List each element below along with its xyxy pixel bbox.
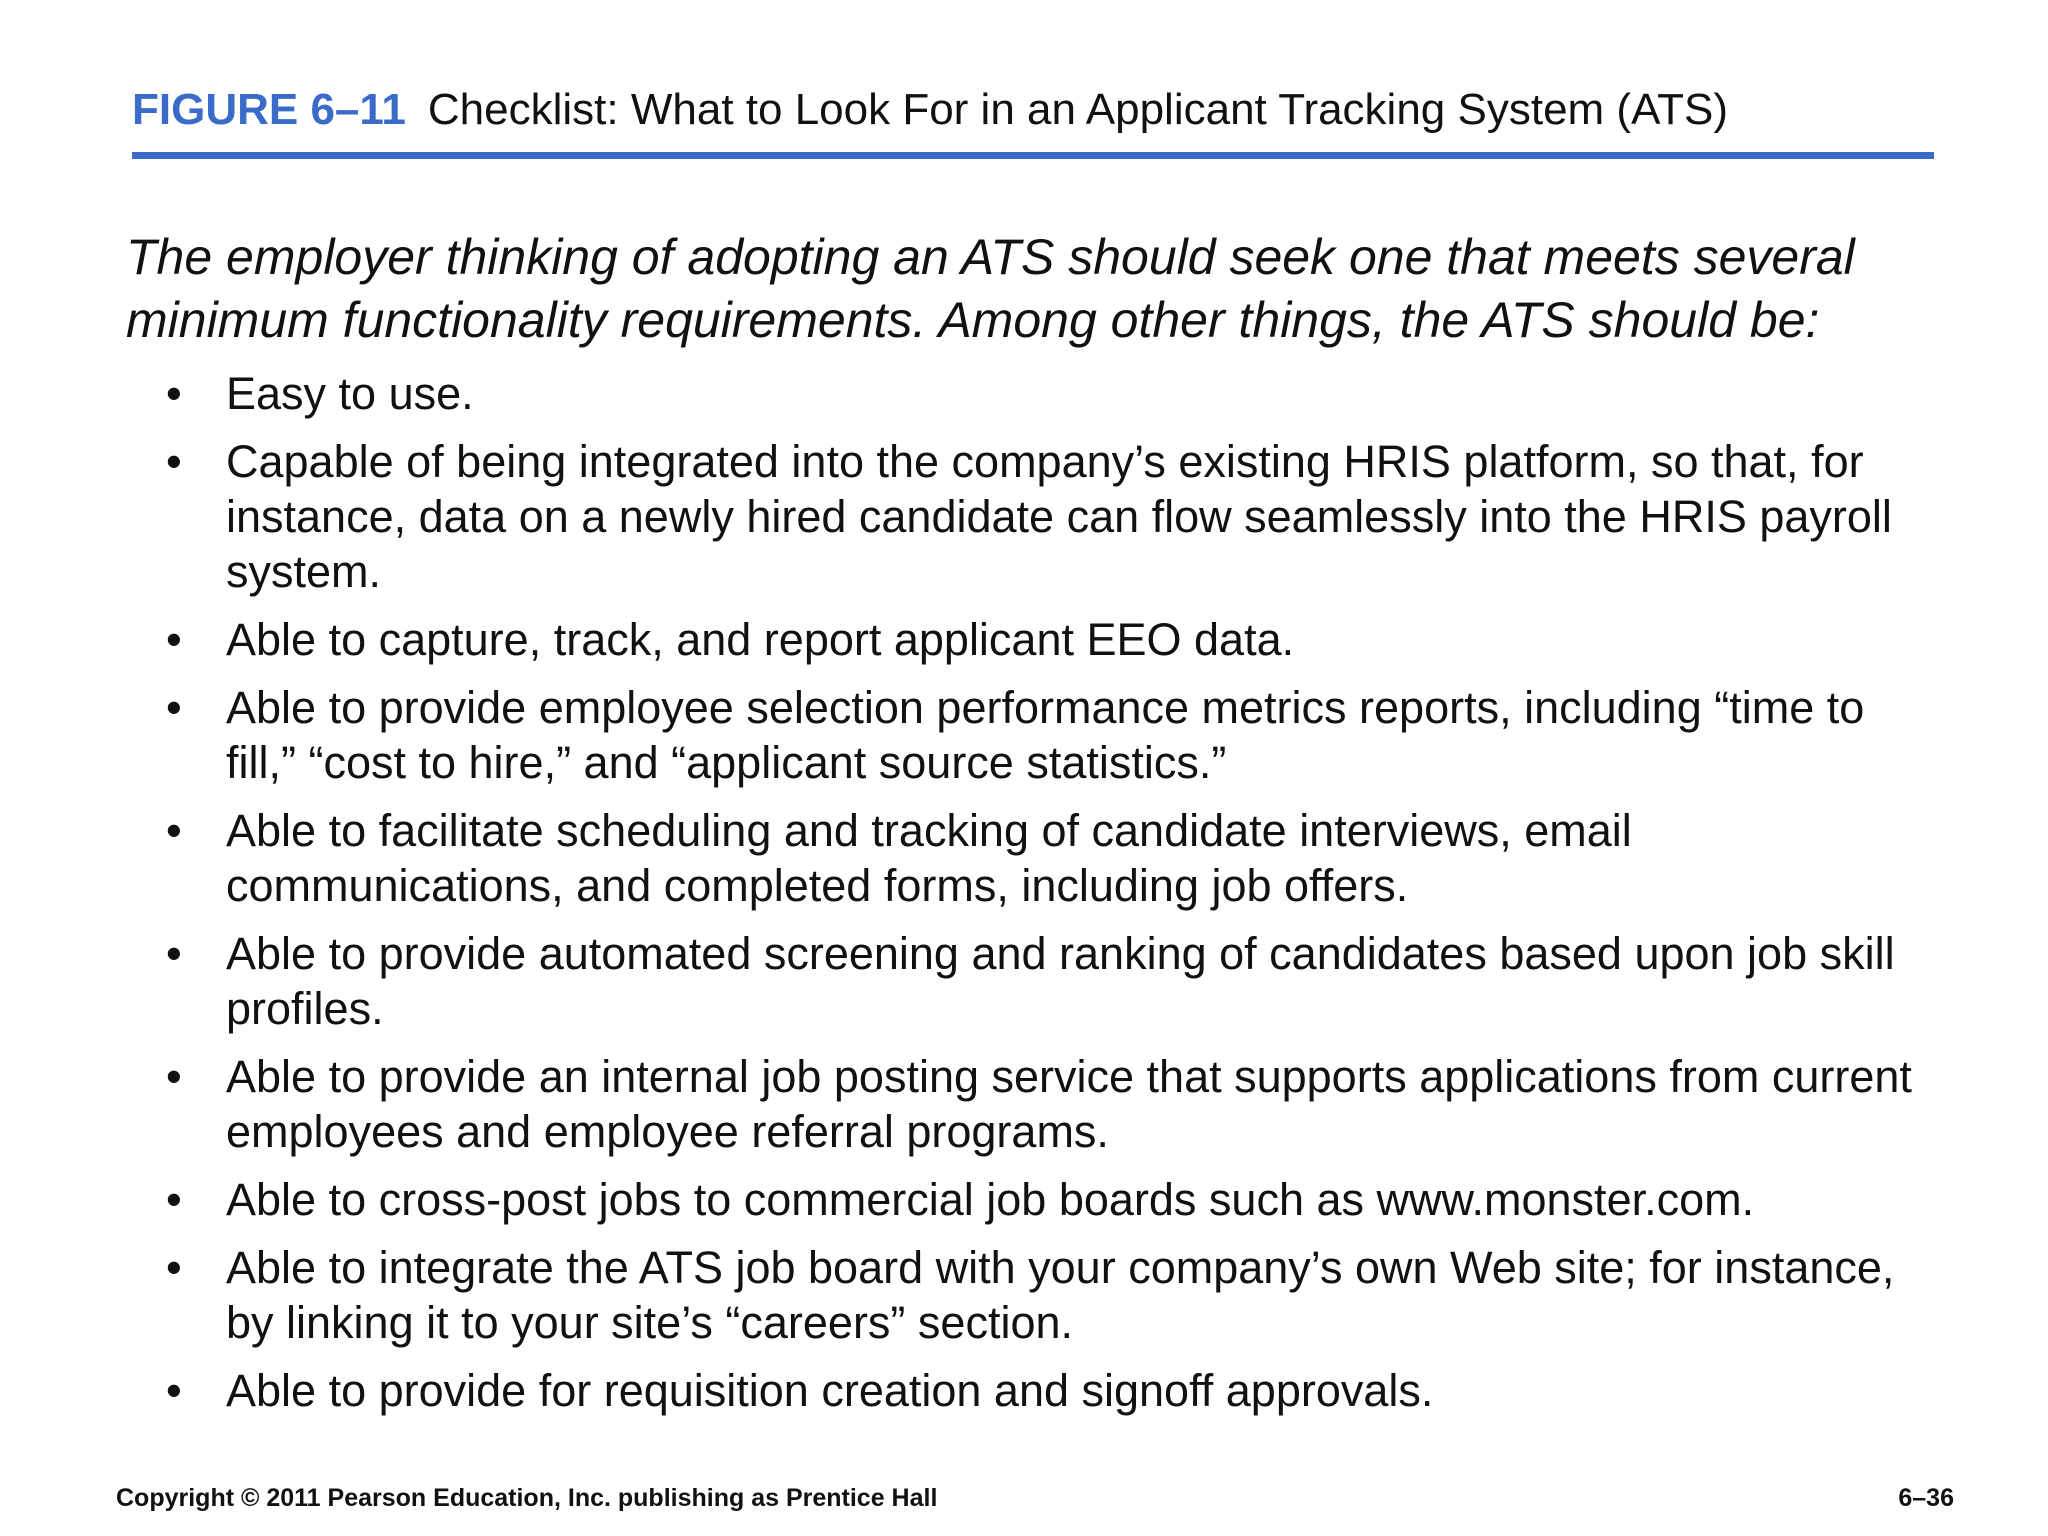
list-item-text: Able to provide for requisition creation and signoff approvals. <box>226 1365 1434 1416</box>
list-item <box>162 612 1912 667</box>
figure-header <box>132 82 1932 138</box>
bullet-icon: • <box>166 1365 182 1416</box>
list-item <box>162 366 1912 421</box>
list-item <box>162 803 1912 913</box>
list-item-text: Able to provide an internal job posting service that supports applications from current employees and employee referral programs. <box>226 1051 1912 1157</box>
list-item <box>162 680 1912 790</box>
list-item-text: Able to cross-post jobs to commercial job boards such as www.monster.com. <box>226 1174 1755 1225</box>
bullet-icon: • <box>166 682 182 733</box>
list-item <box>162 926 1912 1036</box>
bullet-icon: • <box>166 368 182 419</box>
copyright-notice: Copyright © 2011 Pearson Education, Inc. publishing as Prentice Hall <box>116 1484 938 1512</box>
bullet-icon: • <box>166 1051 182 1102</box>
list-item <box>162 434 1912 599</box>
bullet-icon: • <box>166 436 182 487</box>
bullet-icon: • <box>166 1174 182 1225</box>
intro-paragraph: The employer thinking of adopting an ATS should seek one that meets several minimum functionality requirements. Among other things, the ATS should be: <box>126 229 1855 348</box>
list-item <box>162 1049 1912 1159</box>
figure-title: Checklist: What to Look For in an Applicant Tracking System (ATS) <box>427 85 1729 134</box>
list-item-text: Able to provide automated screening and ranking of candidates based upon job skill profiles. <box>226 928 1895 1034</box>
list-item-text: Easy to use. <box>226 368 474 419</box>
list-item <box>162 1363 1912 1418</box>
list-item-text: Able to capture, track, and report applicant EEO data. <box>226 614 1295 665</box>
list-item <box>162 1240 1912 1350</box>
bullet-icon: • <box>166 1242 182 1293</box>
list-item-text: Able to integrate the ATS job board with your company’s own Web site; for instance, by linking it to your site’s “careers” section. <box>226 1242 1895 1348</box>
bullet-icon: • <box>166 614 182 665</box>
list-item-text: Able to facilitate scheduling and tracking of candidate interviews, email communications, and completed forms, including job offers. <box>226 805 1632 911</box>
header-divider <box>132 152 1934 159</box>
list-item-text: Able to provide employee selection performance metrics reports, including “time to fill,” “cost to hire,” and “applicant source statistics.” <box>226 682 1865 788</box>
bullet-icon: • <box>166 928 182 979</box>
checklist <box>162 366 1912 1431</box>
list-item <box>162 1172 1912 1227</box>
figure-label: FIGURE 6–11 <box>132 85 406 134</box>
list-item-text: Capable of being integrated into the company’s existing HRIS platform, so that, for instance, data on a newly hired candidate can flow seamlessly into the HRIS payroll system. <box>226 436 1892 597</box>
bullet-icon: • <box>166 805 182 856</box>
page-number: 6–36 <box>1898 1484 1954 1512</box>
